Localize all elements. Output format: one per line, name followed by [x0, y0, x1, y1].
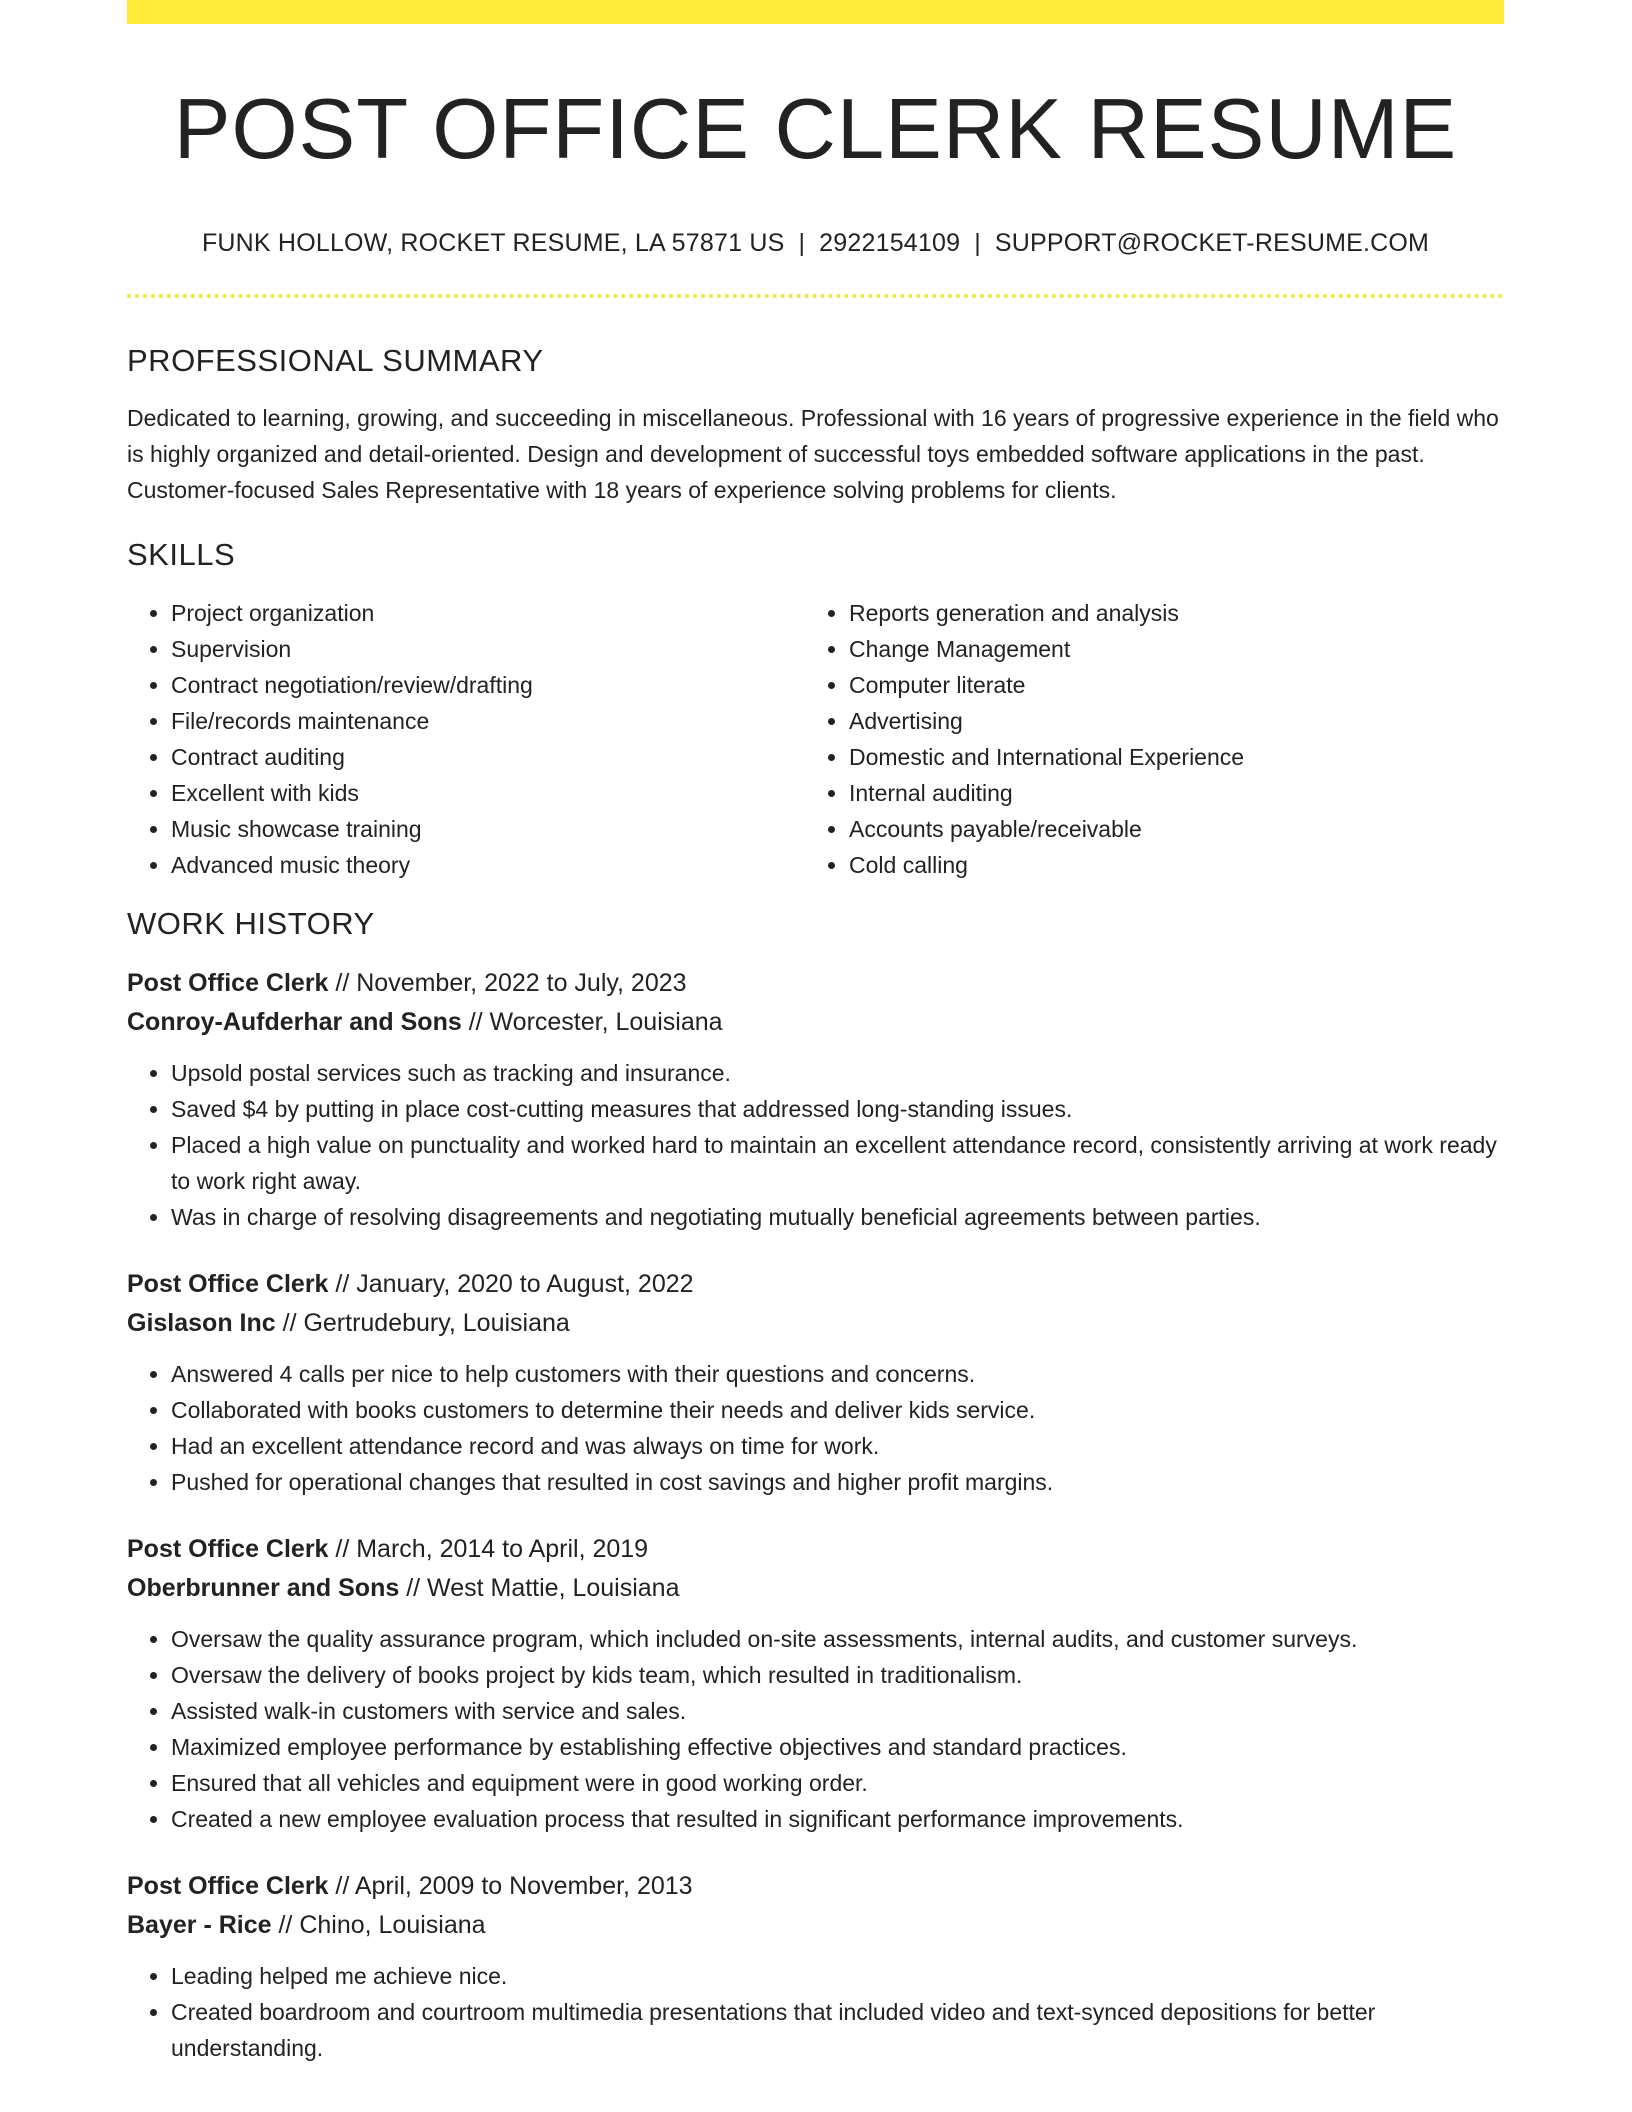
job-entry — [127, 1265, 1504, 1500]
job-company: Bayer - Rice — [127, 1910, 272, 1939]
job-location: // Chino, Louisiana — [271, 1910, 486, 1939]
skill-item: • Project organization — [171, 595, 805, 631]
job-dates: // April, 2009 to November, 2013 — [328, 1872, 693, 1900]
resume-title: POST OFFICE CLERK RESUME — [173, 82, 1458, 177]
job-bullet: • Oversaw the delivery of books project by kids team, which resulted in traditionalism. — [171, 1657, 1504, 1693]
job-bullet: • Oversaw the quality assurance program, which included on-site assessments, internal audits, and customer surveys. — [171, 1621, 1504, 1657]
job-bullet: • Saved $4 by putting in place cost-cutting measures that addressed long-standing issues. — [171, 1091, 1504, 1127]
job-location: // West Mattie, Louisiana — [399, 1573, 680, 1602]
job-bullet: • Maximized employee performance by establishing effective objectives and standard practices. — [171, 1729, 1504, 1765]
skill-item: • Computer literate — [849, 667, 1483, 703]
job-dates: // March, 2014 to April, 2019 — [328, 1535, 649, 1563]
skill-item: • Change Management — [849, 631, 1483, 667]
job-role: Post Office Clerk — [127, 1872, 329, 1900]
job-company-line — [127, 1906, 1504, 1945]
job-bullet: • Assisted walk-in customers with service and sales. — [171, 1693, 1504, 1729]
skill-item: • Music showcase training — [171, 811, 805, 847]
work-history-heading: WORK HISTORY — [127, 906, 375, 941]
job-entry — [127, 1530, 1504, 1837]
summary-text: Dedicated to learning, growing, and succeeding in miscellaneous. Professional with 16 years of progressive experience in the field who is highly organized and detail-oriented. Design and development of successful toys embedded software applications in the past. Customer-focused Sales Representative with 18 years of experience solving problems for clients. — [127, 405, 1499, 503]
contact-email: SUPPORT@ROCKET-RESUME.COM — [994, 229, 1430, 257]
header-divider — [127, 294, 1504, 298]
job-bullet: • Leading helped me achieve nice. — [171, 1958, 1504, 1994]
job-title-line — [127, 1530, 1504, 1569]
job-role: Post Office Clerk — [127, 1270, 329, 1298]
job-role: Post Office Clerk — [127, 1535, 329, 1563]
job-bullet: • Ensured that all vehicles and equipment were in good working order. — [171, 1765, 1504, 1801]
job-location: // Gertrudebury, Louisiana — [275, 1308, 570, 1337]
skill-item: • Supervision — [171, 631, 805, 667]
contact-separator: | — [974, 229, 981, 257]
skills-heading: SKILLS — [127, 537, 236, 572]
job-company: Conroy-Aufderhar and Sons — [127, 1007, 462, 1036]
job-bullet: • Was in charge of resolving disagreements and negotiating mutually beneficial agreements between parties. — [171, 1199, 1504, 1235]
contact-separator: | — [798, 229, 806, 257]
job-dates: // November, 2022 to July, 2023 — [328, 969, 687, 997]
job-bullet: • Created boardroom and courtroom multimedia presentations that included video and text-synced depositions for better understanding. — [171, 1994, 1504, 2066]
job-bullet: • Answered 4 calls per nice to help customers with their questions and concerns. — [171, 1356, 1504, 1392]
job-bullet: • Upsold postal services such as tracking and insurance. — [171, 1055, 1504, 1091]
skill-item: • Cold calling — [849, 847, 1483, 883]
job-bullets — [127, 1958, 1504, 2066]
job-bullet: • Collaborated with books customers to determine their needs and deliver kids service. — [171, 1392, 1504, 1428]
job-location: // Worcester, Louisiana — [461, 1007, 723, 1036]
job-bullet: • Placed a high value on punctuality and worked hard to maintain an excellent attendance record, consistently arriving at work ready to work right away. — [171, 1127, 1504, 1199]
job-role: Post Office Clerk — [127, 969, 329, 997]
skill-item: • Contract auditing — [171, 739, 805, 775]
job-company: Gislason Inc — [127, 1308, 276, 1337]
job-entry — [127, 964, 1504, 1235]
skill-item: • Internal auditing — [849, 775, 1483, 811]
skill-item: • Reports generation and analysis — [849, 595, 1483, 631]
skills-list — [127, 595, 1504, 883]
skill-item: • Accounts payable/receivable — [849, 811, 1483, 847]
skill-item: • File/records maintenance — [171, 703, 805, 739]
job-company-line — [127, 1304, 1504, 1343]
job-title-line — [127, 964, 1504, 1003]
resume-content — [127, 0, 1504, 2066]
job-bullets — [127, 1055, 1504, 1235]
job-bullets — [127, 1621, 1504, 1837]
skill-item: • Excellent with kids — [171, 775, 805, 811]
skill-item: • Domestic and International Experience — [849, 739, 1483, 775]
job-title-line — [127, 1265, 1504, 1304]
summary-heading: PROFESSIONAL SUMMARY — [127, 343, 544, 378]
job-bullets — [127, 1356, 1504, 1500]
skills-column-right — [805, 595, 1483, 883]
contact-phone: 2922154109 — [819, 229, 961, 257]
contact-address: FUNK HOLLOW, ROCKET RESUME, LA 57871 US — [201, 229, 785, 257]
job-dates: // January, 2020 to August, 2022 — [328, 1270, 694, 1298]
skill-item: • Contract negotiation/review/drafting — [171, 667, 805, 703]
skills-column-left — [127, 595, 805, 883]
job-bullet: • Pushed for operational changes that resulted in cost savings and higher profit margins. — [171, 1464, 1504, 1500]
job-company-line — [127, 1003, 1504, 1042]
job-entry — [127, 1867, 1504, 2066]
job-bullet: • Had an excellent attendance record and was always on time for work. — [171, 1428, 1504, 1464]
job-company-line — [127, 1569, 1504, 1608]
job-bullet: • Created a new employee evaluation process that resulted in significant performance improvements. — [171, 1801, 1504, 1837]
job-company: Oberbrunner and Sons — [127, 1573, 400, 1602]
job-title-line — [127, 1867, 1504, 1906]
work-history-list — [127, 964, 1504, 2066]
skill-item: • Advertising — [849, 703, 1483, 739]
skill-item: • Advanced music theory — [171, 847, 805, 883]
contact-line — [127, 228, 1504, 258]
